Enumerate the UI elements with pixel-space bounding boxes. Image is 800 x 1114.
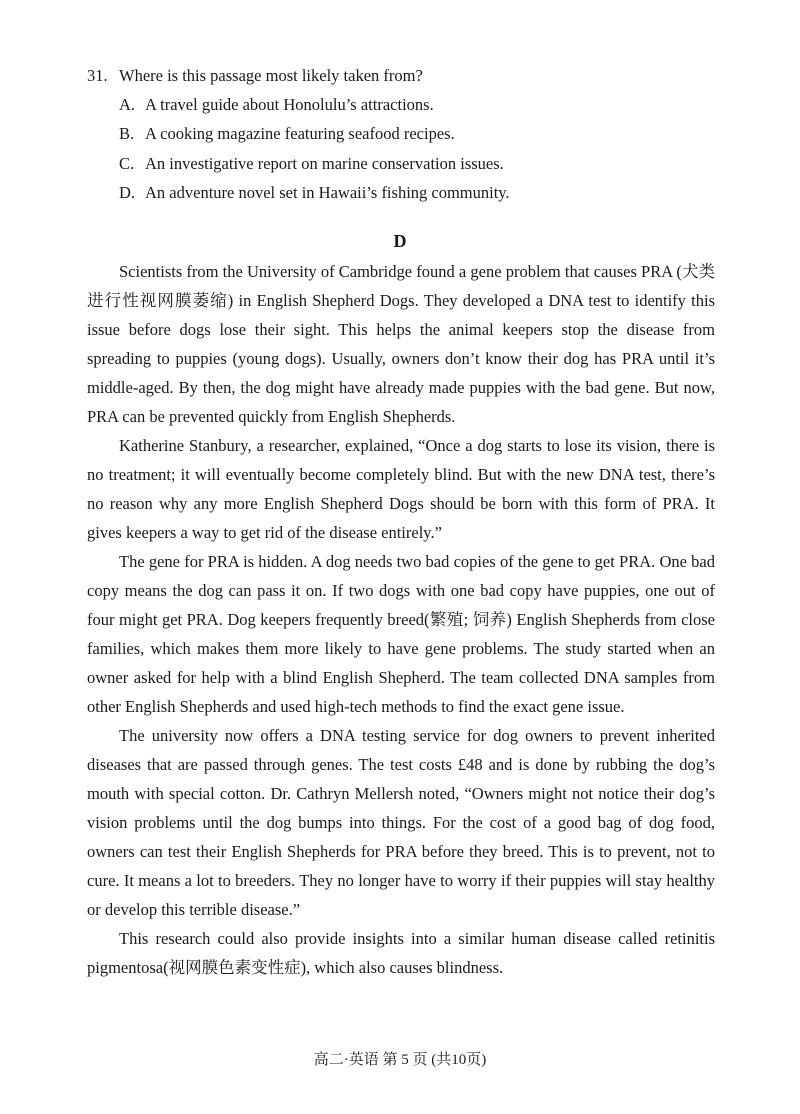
- passage-paragraph-3: The gene for PRA is hidden. A dog needs two bad copies of the gene to get PRA. One bad copy means the dog can pass it on. If two dogs with one bad copy have puppies, one out of four might get PRA. Dog keepers frequently breed(繁殖; 饲养) English Shepherds from close families, which makes them more likely to have gene problems. The study started when an owner asked for help with a blind English Shepherd. The team collected DNA samples from other English Shepherds and used high-tech methods to find the exact gene issue.: [87, 552, 715, 716]
- passage-paragraph-5: This research could also provide insights into a similar human disease called retinitis pigmentosa(视网膜色素变性症), which also causes blindness.: [87, 929, 715, 977]
- option-text: An investigative report on marine conservation issues.: [145, 154, 504, 173]
- option-b: [119, 124, 455, 144]
- option-text: An adventure novel set in Hawaii’s fishing community.: [145, 183, 510, 202]
- question-number: 31.: [87, 66, 108, 85]
- option-letter: D.: [119, 183, 136, 202]
- reading-passage: [87, 257, 715, 982]
- option-text: A travel guide about Honolulu’s attractions.: [145, 95, 434, 114]
- section-heading: D: [393, 231, 407, 251]
- question-text: Where is this passage most likely taken from?: [119, 66, 423, 85]
- option-letter: A.: [119, 95, 136, 114]
- question-31-stem: [87, 66, 423, 86]
- option-letter: C.: [119, 154, 135, 173]
- passage-paragraph-1: Scientists from the University of Cambridge found a gene problem that causes PRA (犬类进行性视网膜萎缩) in English Shepherd Dogs. They developed a DNA test to identify this issue before dogs lose their sight. This helps the animal keepers stop the disease from spreading to puppies (young dogs). Usually, owners don’t know their dog has PRA until it’s middle-aged. By then, the dog might have already made puppies with the bad gene. But now, PRA can be prevented quickly from English Shepherds.: [87, 262, 715, 426]
- option-letter: B.: [119, 124, 135, 143]
- option-a: [119, 95, 434, 115]
- passage-paragraph-2: Katherine Stanbury, a researcher, explained, “Once a dog starts to lose its vision, there is no treatment; it will eventually become completely blind. But with the new DNA test, there’s no reason why any more English Shepherd Dogs should be born with this form of PRA. It gives keepers a way to get rid of the disease entirely.”: [87, 436, 715, 542]
- page-footer: 高二·英语 第 5 页 (共10页): [313, 1052, 487, 1068]
- option-text: A cooking magazine featuring seafood recipes.: [145, 124, 455, 143]
- passage-paragraph-4: The university now offers a DNA testing service for dog owners to prevent inherited diseases that are passed through genes. The test costs £48 and is done by rubbing the dog’s mouth with special cotton. Dr. Cathryn Mellersh noted, “Owners might not notice their dog’s vision problems until the dog bumps into things. For the cost of a good bag of dog food, owners can test their English Shepherds for PRA before they breed. This is to prevent, not to cure. It means a lot to breeders. They no longer have to worry if their puppies will stay healthy or develop this terrible disease.”: [87, 726, 715, 919]
- option-d: [119, 183, 510, 203]
- option-c: [119, 154, 504, 174]
